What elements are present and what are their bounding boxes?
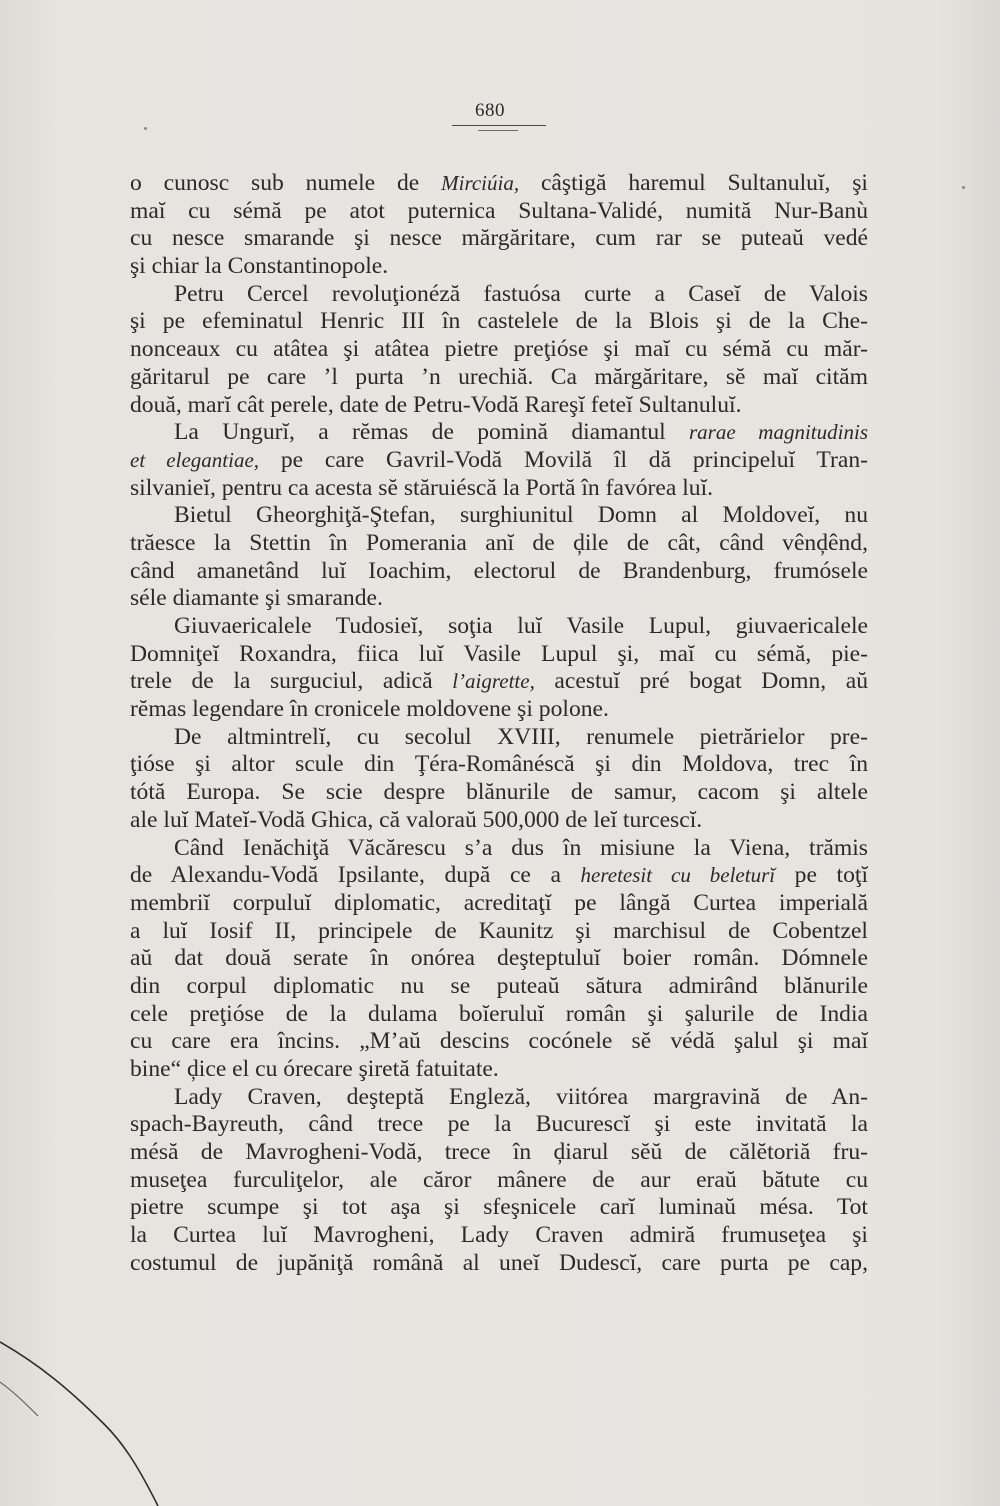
text-run: pe care Gavril-Vodă Movilă îl dă principeluĭ Tran- [259,446,869,473]
italic-phrase: heretesit cu beleturĭ [580,863,776,888]
text-run: şi chiar la Constantinopole. [130,253,389,280]
text-run: trele de la surguciul, adică [130,668,453,695]
text-run: găritarul pe care ’l purta ’n urechiă. Ca mărgăritare, sĕ maĭ cităm [130,363,868,390]
text-run: trăesce la Stettin în Pomerania anĭ de ḑile de cât, când vênḑênd, [130,529,868,556]
text-line [130,807,868,835]
page-number-rule [452,125,546,126]
text-line [130,419,868,447]
text-run: pietre scumpe şi tot aşa şi sfeşnicele carĭ luminaŭ mésa. Tot [130,1194,868,1221]
text-line [130,198,868,226]
text-line [130,170,868,198]
text-line [130,973,868,1001]
text-line [130,1139,868,1167]
text-run: maĭ cu sémă pe atot puternica Sultana-Validé, numită Nur-Banù [130,197,868,224]
text-line [130,1111,868,1139]
text-line [130,475,868,503]
text-run: câştigă haremul Sultanuluĭ, şi [519,170,868,196]
text-line [130,502,868,530]
text-line [130,530,868,558]
paper-speck [962,186,965,189]
text-run: acestuĭ pré bogat Domn, aŭ [534,668,868,695]
text-line [130,945,868,973]
text-run: bine“ ḑice el cu órecare şiretă fatuitate. [130,1056,499,1082]
text-line [130,253,868,281]
paper-speck [144,127,147,130]
text-run: cu care era încins. „M’aŭ descins cocónele sĕ védă şalul şi maĭ [130,1028,868,1055]
text-run: costumul de jupăniţă română al uneĭ Dudescĭ, care purta pe cap, [130,1249,868,1276]
text-line [130,1056,868,1084]
text-line [130,779,868,807]
italic-phrase: et elegantiae, [130,447,260,472]
page-number-rule-short [478,130,518,131]
text-run: şi pe efeminatul Henric III în castelele de la Blois şi de la Che- [130,308,868,335]
text-run: rĕmas legendare în cronicele moldovene şi polone. [130,696,609,723]
text-line [130,668,868,696]
text-line [130,835,868,863]
text-line [130,724,868,752]
text-line [130,862,868,890]
text-line [130,585,868,613]
text-run: cu nesce smarande şi nesce mărgăritare, cum rar se puteaŭ vedé [130,225,868,252]
text-line [130,392,868,420]
text-line [130,1250,868,1278]
text-run: două, marĭ cât perele, date de Petru-Vodă Rareşĭ feteĭ Sultanuluĭ. [130,391,742,418]
text-run: Bietul Gheorghiţă-Ştefan, surghiunitul Domn al Moldoveĭ, nu [174,502,868,529]
text-run: De altmintrelĭ, cu secolul XVIII, renumele pietrărielor pre- [174,723,868,750]
page-number: 680 [475,100,505,121]
text-run: séle diamante şi smarande. [130,585,383,612]
text-line [130,336,868,364]
text-run: mésă de Mavrogheni-Vodă, trece în ḑiarul sĕŭ de călĕtoriă fru- [130,1139,868,1166]
text-run: nonceaux cu atâtea şi atâtea pietre preţióse şi maĭ cu sémă cu măr- [130,336,868,363]
scan-edge-mark [0,1320,220,1506]
text-run: silvanieĭ, pentru ca acesta sĕ stăruiéscă la Portă în favórea luĭ. [130,474,714,501]
text-line [130,890,868,918]
text-line [130,1084,868,1112]
text-line [130,1028,868,1056]
text-run: de Alexandu-Vodă Ipsilante, după ce a [130,862,581,889]
text-line [130,1167,868,1195]
text-line [130,1222,868,1250]
body-text [130,170,868,1278]
text-run: ale luĭ Mateĭ-Vodă Ghica, că valoraŭ 500,000 de leĭ turcescĭ. [130,806,703,833]
text-run: aŭ dat două serate în onórea deşteptuluĭ boier român. Dómnele [130,945,868,972]
italic-phrase: rarae magnitudinis [688,420,868,445]
text-run: ţióse şi altor scule din Ţéra-Românéscă şi din Moldova, trec în [130,751,868,778]
text-run: tótă Europa. Se scie despre blănurile de samur, cacom şi altele [130,779,868,806]
text-run: Lady Craven, deşteptă Engleză, viitórea margravină de An- [174,1083,868,1110]
text-line [130,641,868,669]
text-run: Domniţeĭ Roxandra, fiica luĭ Vasile Lupul şi, maĭ cu sémă, pie- [130,640,868,667]
text-line [130,558,868,586]
text-line [130,364,868,392]
text-run: din corpul diplomatic nu se puteaŭ sătura admirând blănurile [130,972,868,999]
text-line [130,1194,868,1222]
text-run: Giuvaericalele Tudosieĭ, soţia luĭ Vasile Lupul, giuvaericalele [174,613,868,639]
text-run: la Curtea luĭ Mavrogheni, Lady Craven admiră frumuseţea şi [130,1222,868,1249]
text-run: Petru Cercel revoluţionéză fastuósa curte a Caseĭ de Valois [174,280,868,307]
text-line [130,225,868,253]
text-line [130,447,868,475]
text-line [130,918,868,946]
text-line [130,308,868,336]
text-run: a luĭ Iosif II, principele de Kaunitz şi marchisul de Cobentzel [130,917,868,944]
text-run: Când Ienăchiţă Văcărescu s’a dus în misiune la Viena, trămis [174,834,868,861]
text-run: pe toţĭ [775,862,868,889]
text-line [130,696,868,724]
text-line [130,613,868,641]
text-line [130,1001,868,1029]
italic-phrase: l’aigrette, [452,669,535,694]
text-run: când amanetând luĭ Ioachim, electorul de Brandenburg, frumósele [130,557,868,584]
text-run: La Ungurĭ, a rĕmas de pomină diamantul [174,419,689,446]
text-line [130,281,868,309]
text-run: o cunosc sub numele de [130,170,442,196]
text-run: museţea furculiţelor, ale căror mânere de aur eraŭ bătute cu [130,1166,868,1193]
text-line [130,751,868,779]
text-run: cele preţióse de la dulama boĭeruluĭ român şi şalurile de India [130,1000,868,1027]
italic-phrase: Mirciúia, [441,171,520,195]
text-run: membriĭ corpuluĭ diplomatic, acreditaţĭ pe lângă Curtea imperială [130,889,868,916]
text-run: spach-Bayreuth, când trece pe la Bucurescĭ şi este invitată la [130,1111,868,1138]
